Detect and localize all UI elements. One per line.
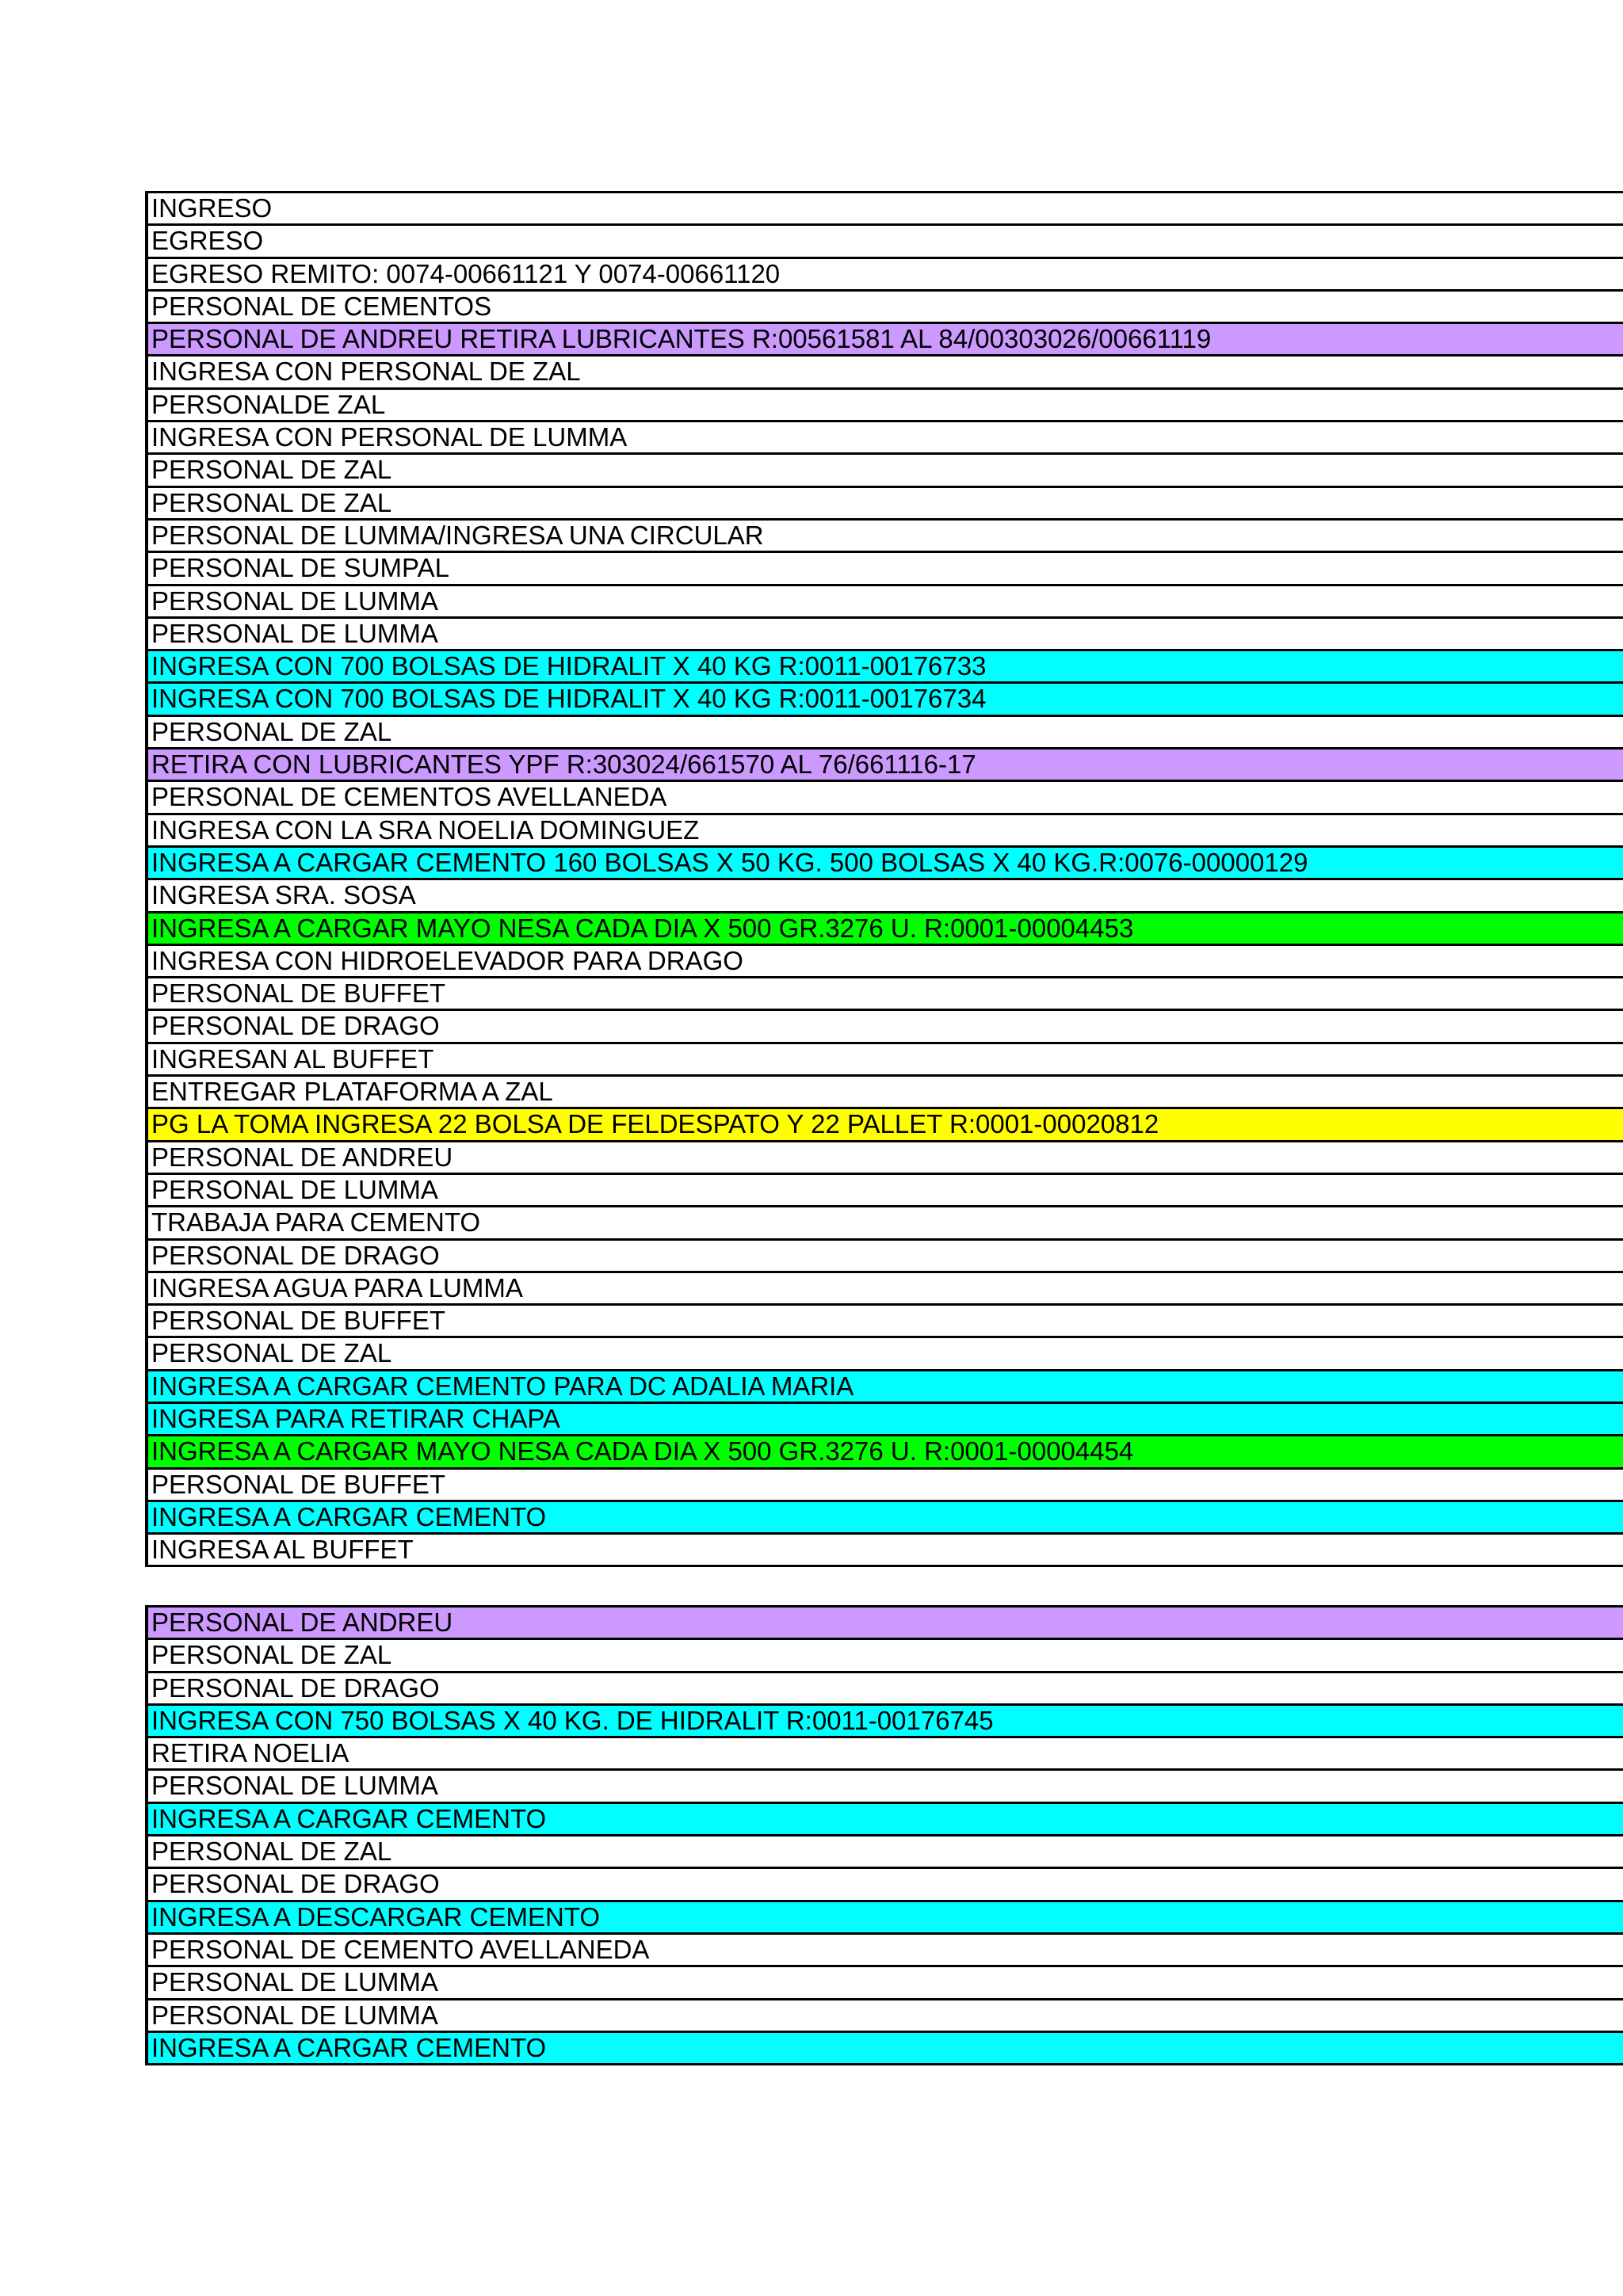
- table-row: INGRESA A CARGAR CEMENTO: [148, 1502, 1623, 1535]
- table-row: PERSONALDE ZAL: [148, 390, 1623, 422]
- table-row: RETIRA CON LUBRICANTES YPF R:303024/661570 AL 76/661116-17: [148, 749, 1623, 782]
- table-row: PERSONAL DE DRAGO: [148, 1241, 1623, 1273]
- table-row: PERSONAL DE LUMMA: [148, 1967, 1623, 2000]
- table-row: TRABAJA PARA CEMENTO: [148, 1207, 1623, 1240]
- table-row: INGRESA CON HIDROELEVADOR PARA DRAGO: [148, 946, 1623, 978]
- table-row: PERSONAL DE ANDREU RETIRA LUBRICANTES R:00561581 AL 84/00303026/00661119: [148, 324, 1623, 357]
- table-row: ENTREGAR PLATAFORMA A ZAL: [148, 1077, 1623, 1109]
- table-row: PERSONAL DE LUMMA: [148, 586, 1623, 619]
- table-row: PERSONAL DE ZAL: [148, 1640, 1623, 1672]
- table-row: EGRESO: [148, 226, 1623, 258]
- table-row: PERSONAL DE ZAL: [148, 488, 1623, 521]
- table-row: PERSONAL DE CEMENTOS AVELLANEDA: [148, 782, 1623, 814]
- table-row: PERSONAL DE LUMMA: [148, 1175, 1623, 1207]
- table-row: INGRESA CON 700 BOLSAS DE HIDRALIT X 40 KG R:0011-00176734: [148, 684, 1623, 716]
- table-row: PERSONAL DE BUFFET: [148, 978, 1623, 1011]
- table-row: PERSONAL DE DRAGO: [148, 1011, 1623, 1043]
- log-table-upper: [145, 191, 1623, 1567]
- table-row: INGRESA CON PERSONAL DE LUMMA: [148, 422, 1623, 455]
- table-row: INGRESA AL BUFFET: [148, 1535, 1623, 1567]
- table-row: EGRESO REMITO: 0074-00661121 Y 0074-00661120: [148, 259, 1623, 292]
- table-row: PERSONAL DE ZAL: [148, 1836, 1623, 1869]
- table-row: INGRESA A CARGAR CEMENTO 160 BOLSAS X 50 KG. 500 BOLSAS X 40 KG.R:0076-00000129: [148, 848, 1623, 880]
- table-row: INGRESA PARA RETIRAR CHAPA: [148, 1404, 1623, 1436]
- table-row: PERSONAL DE ANDREU: [148, 1142, 1623, 1175]
- table-row: PERSONAL DE LUMMA/INGRESA UNA CIRCULAR: [148, 521, 1623, 553]
- table-row: PG LA TOMA INGRESA 22 BOLSA DE FELDESPATO Y 22 PALLET R:0001-00020812: [148, 1109, 1623, 1142]
- table-row: PERSONAL DE ZAL: [148, 1338, 1623, 1371]
- table-row: INGRESA A CARGAR MAYO NESA CADA DIA X 500 GR.3276 U. R:0001-00004454: [148, 1436, 1623, 1469]
- table-row: INGRESA A CARGAR CEMENTO PARA DC ADALIA MARIA: [148, 1371, 1623, 1404]
- table-row: INGRESA A CARGAR CEMENTO: [148, 1804, 1623, 1836]
- table-row: PERSONAL DE ZAL: [148, 717, 1623, 749]
- table-row: INGRESA A DESCARGAR CEMENTO: [148, 1902, 1623, 1935]
- table-row: INGRESA A CARGAR MAYO NESA CADA DIA X 500 GR.3276 U. R:0001-00004453: [148, 913, 1623, 946]
- table-row: INGRESA CON 700 BOLSAS DE HIDRALIT X 40 KG R:0011-00176733: [148, 651, 1623, 684]
- table-row: INGRESA CON PERSONAL DE ZAL: [148, 357, 1623, 389]
- log-table-lower: [145, 1605, 1623, 2065]
- table-row: PERSONAL DE BUFFET: [148, 1306, 1623, 1338]
- table-row: PERSONAL DE CEMENTO AVELLANEDA: [148, 1935, 1623, 1967]
- table-row: INGRESA CON LA SRA NOELIA DOMINGUEZ: [148, 815, 1623, 848]
- table-row: INGRESA SRA. SOSA: [148, 880, 1623, 913]
- table-row: INGRESO: [148, 193, 1623, 226]
- table-row: INGRESA AGUA PARA LUMMA: [148, 1273, 1623, 1306]
- table-row: PERSONAL DE LUMMA: [148, 2000, 1623, 2033]
- table-row: PERSONAL DE BUFFET: [148, 1470, 1623, 1502]
- table-row: PERSONAL DE CEMENTOS: [148, 292, 1623, 324]
- table-row: PERSONAL DE DRAGO: [148, 1869, 1623, 1901]
- table-row: PERSONAL DE DRAGO: [148, 1673, 1623, 1706]
- table-row: INGRESA CON 750 BOLSAS X 40 KG. DE HIDRALIT R:0011-00176745: [148, 1706, 1623, 1738]
- table-row: INGRESA A CARGAR CEMENTO: [148, 2033, 1623, 2065]
- table-row: RETIRA NOELIA: [148, 1738, 1623, 1771]
- table-row: PERSONAL DE LUMMA: [148, 619, 1623, 651]
- table-row: PERSONAL DE SUMPAL: [148, 553, 1623, 585]
- table-row: PERSONAL DE ANDREU: [148, 1608, 1623, 1640]
- table-row: PERSONAL DE LUMMA: [148, 1771, 1623, 1803]
- table-row: PERSONAL DE ZAL: [148, 455, 1623, 487]
- table-row: INGRESAN AL BUFFET: [148, 1044, 1623, 1077]
